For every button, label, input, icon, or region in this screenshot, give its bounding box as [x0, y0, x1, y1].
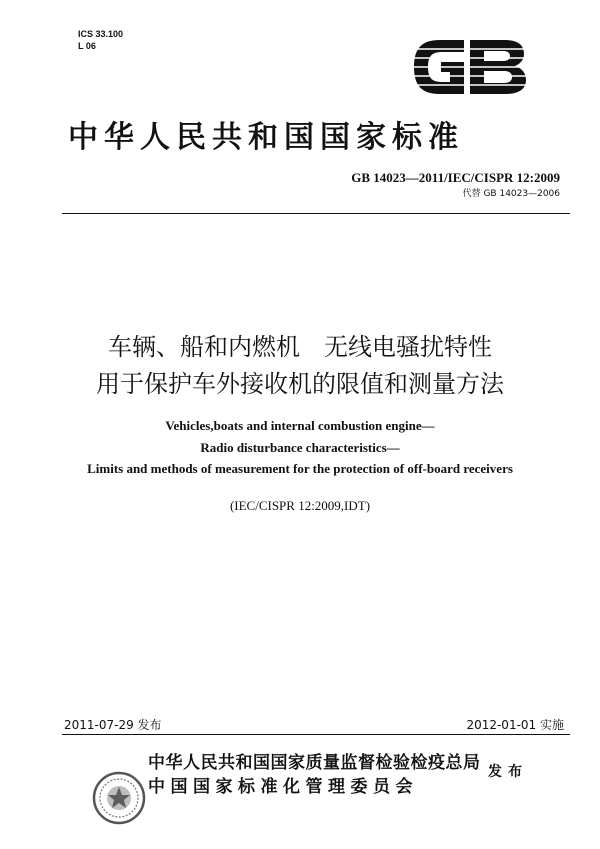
- english-title-line-2: Radio disturbance characteristics—: [200, 440, 400, 455]
- replaces-standard: 代替 GB 14023—2006: [462, 189, 560, 199]
- chinese-title-line-2: 用于保护车外接收机的限值和测量方法: [96, 370, 504, 398]
- ics-code: ICS 33.100: [78, 29, 124, 39]
- classification-codes: [78, 28, 123, 52]
- footer-divider: [62, 734, 570, 735]
- ccs-code: L 06: [78, 41, 96, 51]
- chinese-title-line-1: 车辆、船和内燃机 无线电骚扰特性: [108, 333, 492, 361]
- issuer-aqsiq: 中华人民共和国国家质量监督检验检疫总局: [148, 753, 481, 773]
- issue-date: 2011-07-29 发布: [64, 718, 162, 732]
- publish-label: 发布: [488, 764, 528, 780]
- header-divider: [62, 213, 570, 214]
- standard-code: GB 14023—2011/IEC/CISPR 12:2009: [351, 170, 560, 185]
- national-standard-title: 中华人民共和国国家标准: [68, 120, 464, 155]
- official-seal-icon: [90, 770, 148, 826]
- english-title-line-3: Limits and methods of measurement for the protection of off-board receivers: [87, 461, 513, 476]
- implementation-date: 2012-01-01 实施: [466, 718, 564, 732]
- adoption-note: (IEC/CISPR 12:2009,IDT): [229, 498, 371, 513]
- english-title-line-1: Vehicles,boats and internal combustion engine—: [165, 418, 435, 433]
- gb-logo: [408, 36, 530, 98]
- issuer-sac: 中国国家标准化管理委员会: [148, 777, 418, 797]
